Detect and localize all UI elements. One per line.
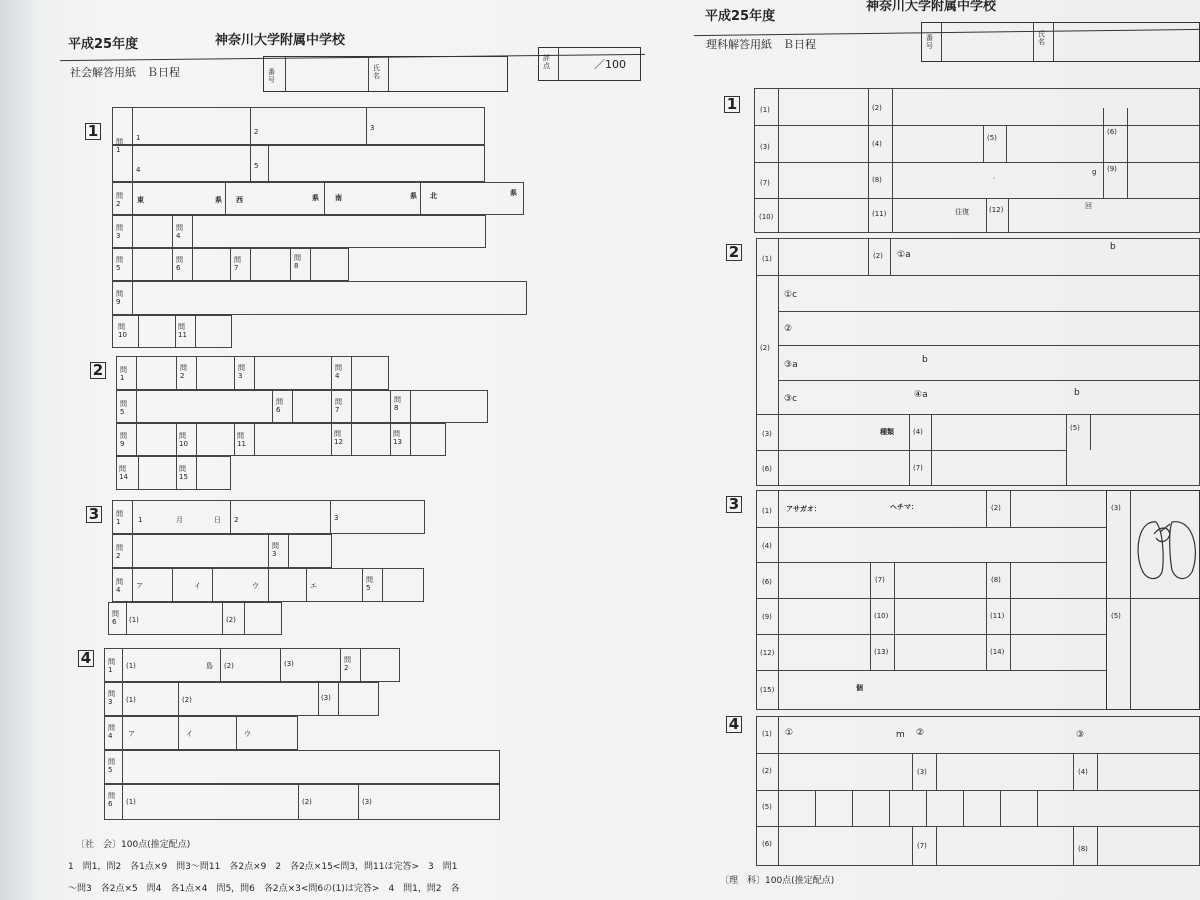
social-s3-c3-label: 3 — [334, 514, 339, 522]
social-s2-q7-label: 問7 — [335, 398, 342, 414]
social-s1-row1 — [112, 107, 485, 145]
science-s1-p7-label: (7) — [760, 179, 770, 187]
social-s2-q14-label: 問14 — [119, 465, 128, 481]
science-s4-p6-label: (6) — [762, 840, 772, 848]
social-s1-q11-label: 問11 — [178, 323, 187, 339]
social-s1-row2 — [112, 145, 485, 182]
science-s2-b-label-2: b — [922, 355, 928, 365]
social-section-4-number: 4 — [78, 650, 94, 667]
social-s1-q2-label: 問2 — [116, 192, 123, 208]
social-s3-u-label: ウ — [252, 582, 259, 590]
social-footer-line1: 〔社 会〕100点(推定配点) — [76, 840, 191, 850]
social-s2-q5-label: 問5 — [120, 400, 127, 416]
social-s4-q3-label: 問3 — [108, 690, 115, 706]
social-s4-q2-label: 問2 — [344, 656, 351, 672]
social-s3-q1-label: 問1 — [116, 510, 123, 526]
social-s1-q9-row — [112, 281, 527, 315]
social-s1-q7-label: 問7 — [234, 256, 241, 272]
social-s4-q6-p1-label: (1) — [126, 798, 136, 806]
social-number-label: 番号 — [268, 68, 275, 84]
social-s2-q6-label: 問6 — [276, 398, 283, 414]
social-s1-q5-label: 問5 — [116, 256, 123, 272]
social-s4-p3-label: (3) — [284, 660, 294, 668]
social-s4-p2-label: (2) — [224, 662, 234, 670]
science-s2-2-label: ② — [784, 324, 793, 334]
science-s3-p3-label: (3) — [1111, 504, 1121, 512]
social-s4-p1-label: (1) — [126, 662, 136, 670]
social-s1-c2-label: 2 — [254, 128, 259, 136]
social-s3-q2-label: 問2 — [116, 544, 123, 560]
social-section-1-number: 1 — [85, 123, 101, 140]
science-s2-b-label-3: b — [1074, 388, 1080, 398]
science-s1-times-unit: 回 — [1085, 202, 1092, 210]
social-student-number-field[interactable] — [288, 59, 366, 89]
science-s1-p5-label: (5) — [987, 134, 997, 142]
science-s2-p5-label: (5) — [1070, 424, 1080, 432]
social-s1-c1-label: 1 — [136, 134, 141, 142]
social-s4-q3-p3-label: (3) — [321, 694, 331, 702]
science-s4-p5-label: (5) — [762, 803, 772, 811]
social-s2-q3-label: 問3 — [238, 364, 245, 380]
science-s2-1a-label: ①a — [897, 250, 911, 260]
science-s1-p12-label: (12) — [989, 206, 1004, 214]
science-s2-p4-label: (4) — [913, 428, 923, 436]
social-s1-q1-label: 問1 — [116, 138, 123, 154]
science-s1-p8-label: (8) — [872, 176, 882, 184]
social-student-name-field[interactable] — [391, 59, 505, 89]
science-s3-p2-label: (2) — [991, 504, 1001, 512]
science-s3-p11-label: (11) — [990, 612, 1005, 620]
science-s2-p1-label: (1) — [762, 255, 772, 263]
social-s1-q10-row — [112, 315, 232, 348]
social-s1-ken-label-1: 県 — [215, 196, 222, 204]
social-s2-q12-label: 問12 — [334, 430, 343, 446]
science-s3-p15-label: (15) — [760, 686, 775, 694]
social-s3-q4-label: 問4 — [116, 578, 123, 594]
social-s2-q4-label: 問4 — [335, 364, 342, 380]
science-s4-p3-label: (3) — [917, 768, 927, 776]
social-s1-ken-label-3: 県 — [410, 192, 417, 200]
social-s1-q4-label: 問4 — [176, 224, 183, 240]
science-s1-roundtrip-label: 往復 — [955, 208, 969, 216]
social-s4-a-label: ア — [128, 730, 135, 738]
science-s3-p10-label: (10) — [874, 612, 889, 620]
social-s4-u-label: ウ — [244, 730, 251, 738]
social-s1-c4-label: 4 — [136, 166, 141, 174]
science-s3-p7-label: (7) — [875, 576, 885, 584]
science-s2-4a-label: ④a — [914, 390, 928, 400]
science-s1-p6-label: (6) — [1107, 128, 1117, 136]
science-section-1-number: 1 — [724, 96, 740, 113]
social-s3-q3-label: 問3 — [272, 542, 279, 558]
social-s3-c1-label: 1 — [138, 516, 143, 524]
social-s3-e-label: エ — [310, 582, 317, 590]
social-year: 平成25年度 — [68, 37, 139, 52]
science-s4-1-label: ① — [785, 728, 794, 738]
science-s3-p9-label: (9) — [762, 613, 772, 621]
science-s1-p2-label: (2) — [872, 104, 882, 112]
social-s4-q3-p1-label: (1) — [126, 696, 136, 704]
science-s1-p10-label: (10) — [759, 213, 774, 221]
social-s3-a-label: ア — [136, 582, 143, 590]
social-s1-ken-label-2: 県 — [312, 194, 319, 202]
science-s3-seed-diagram — [1124, 512, 1200, 584]
science-s4-3-label: ③ — [1076, 730, 1085, 740]
social-s4-q6-label: 問6 — [108, 792, 115, 808]
science-s2-p2-side-label: (2) — [760, 344, 770, 352]
social-s1-ken-label-4: 県 — [510, 189, 517, 197]
science-s1-gram-unit: g — [1092, 168, 1097, 176]
social-s1-q3-row — [112, 215, 486, 248]
science-s2-kind-label: 種類 — [880, 428, 894, 436]
social-section-2-number: 2 — [90, 362, 106, 379]
social-s4-q6-p2-label: (2) — [302, 798, 312, 806]
science-s3-p13-label: (13) — [874, 648, 889, 656]
social-s4-island-label: 島 — [206, 662, 213, 670]
social-s3-p1-label: (1) — [129, 616, 139, 624]
science-student-name-field[interactable] — [1056, 24, 1196, 58]
science-s4-p1-label: (1) — [762, 730, 772, 738]
science-s4-p2-label: (2) — [762, 767, 772, 775]
social-s1-south-label: 南 — [335, 194, 342, 202]
social-s1-c3-label: 3 — [370, 124, 375, 132]
science-s3-p14-label: (14) — [990, 648, 1005, 656]
science-section-2-number: 2 — [726, 244, 742, 261]
social-s2-q8-label: 問8 — [394, 396, 401, 412]
science-s2-b-label-1: b — [1110, 242, 1116, 252]
science-s3-hechima-label: ヘチマ： — [890, 503, 918, 511]
science-s2-p2-label: (2) — [873, 252, 883, 260]
science-s3-ko-unit: 個 — [856, 684, 863, 692]
social-sheet-title: 社会解答用紙 Ｂ日程 — [70, 66, 180, 79]
science-s2-3c-label: ③c — [784, 394, 798, 404]
social-s1-q9-label: 問9 — [116, 290, 123, 306]
social-s1-east-label: 東 — [137, 196, 144, 204]
science-s4-p8-label: (8) — [1078, 845, 1088, 853]
social-s1-q10-label: 問10 — [118, 323, 127, 339]
science-s3-p8-label: (8) — [991, 576, 1001, 584]
social-s4-q6-p3-label: (3) — [362, 798, 372, 806]
social-s4-q5-label: 問5 — [108, 758, 115, 774]
science-s2-1c-label: ①c — [784, 290, 798, 300]
social-s2-q11-label: 問11 — [237, 432, 246, 448]
social-s2-q13-label: 問13 — [393, 430, 402, 446]
science-s3-p12-label: (12) — [760, 649, 775, 657]
science-s3-p4-label: (4) — [762, 542, 772, 550]
social-s2-q10-label: 問10 — [179, 432, 188, 448]
social-s3-q5-label: 問5 — [366, 576, 373, 592]
science-s3-p6-label: (6) — [762, 578, 772, 586]
science-s1-p3-label: (3) — [760, 143, 770, 151]
science-name-label: 氏名 — [1038, 30, 1045, 46]
social-section-3-number: 3 — [86, 506, 102, 523]
science-s1-p9-label: (9) — [1107, 165, 1117, 173]
social-score-label: 評点 — [543, 54, 550, 70]
social-s3-day-label: 日 — [214, 516, 221, 524]
social-s4-i-label: イ — [186, 730, 193, 738]
social-s2-q9-label: 問9 — [120, 432, 127, 448]
social-s1-q8-label: 問8 — [294, 254, 301, 270]
social-s1-west-label: 西 — [236, 196, 243, 204]
science-student-number-field[interactable] — [944, 24, 1030, 58]
science-s4-p4-label: (4) — [1078, 768, 1088, 776]
social-s3-p2-label: (2) — [226, 616, 236, 624]
science-s4-m-unit: m — [896, 730, 905, 740]
science-s1-p4-label: (4) — [872, 140, 882, 148]
science-s2-p7-label: (7) — [913, 464, 923, 472]
science-section-3-number: 3 — [726, 496, 742, 513]
science-s4-p7-label: (7) — [917, 842, 927, 850]
social-s2-q1-label: 問1 — [120, 366, 127, 382]
science-s3-p5-label: (5) — [1111, 612, 1121, 620]
science-s1-p11-label: (11) — [872, 210, 887, 218]
social-s3-month-label: 月 — [176, 516, 183, 524]
science-s3-asagao-label: アサガオ： — [786, 505, 821, 513]
social-school-name: 神奈川大学附属中学校 — [215, 33, 346, 48]
social-name-label: 氏名 — [373, 64, 380, 80]
science-s1-p1-label: (1) — [760, 106, 770, 114]
social-s3-c2-label: 2 — [234, 516, 239, 524]
science-s1-decimal-point: ． — [993, 172, 1000, 180]
social-footer-line2: 1 問1，問2 各1点×9 問3〜問11 各2点×9 2 各2点×15<問3，問11は完答> 3 問1 — [68, 862, 458, 872]
science-sheet-title: 理科解答用紙 Ｂ日程 — [706, 38, 816, 51]
social-s3-q6-label: 問6 — [112, 610, 119, 626]
science-section-4-number: 4 — [726, 716, 742, 733]
social-s1-c5-label: 5 — [254, 162, 259, 170]
science-footer-line1: 〔理 科〕100点(推定配点) — [720, 876, 835, 886]
science-s2-p3-label: (3) — [762, 430, 772, 438]
science-s4-2-label: ② — [916, 728, 925, 738]
science-number-label: 番号 — [926, 34, 933, 50]
social-s1-north-label: 北 — [430, 192, 437, 200]
social-s4-q4-label: 問4 — [108, 724, 115, 740]
social-s4-q3-p2-label: (2) — [182, 696, 192, 704]
social-score-total: ／100 — [594, 58, 626, 71]
social-footer-line3: 〜問3 各2点×5 問4 各1点×4 問5，問6 各2点×3<問6の(1)は完答> 4 問1，問2 各 — [68, 884, 460, 894]
social-s2-q15-label: 問15 — [179, 465, 188, 481]
social-s1-q6-label: 問6 — [176, 256, 183, 272]
social-s3-i-label: イ — [194, 582, 201, 590]
science-s2-3a-label: ③a — [784, 360, 798, 370]
science-school-name: 神奈川大学附属中学校 — [866, 0, 997, 14]
science-s3-p1-label: (1) — [762, 507, 772, 515]
social-s1-q3-label: 問3 — [116, 224, 123, 240]
science-s2-p6-label: (6) — [762, 465, 772, 473]
social-s2-q2-label: 問2 — [180, 364, 187, 380]
social-s4-q1-label: 問1 — [108, 658, 115, 674]
science-year: 平成25年度 — [705, 9, 776, 24]
